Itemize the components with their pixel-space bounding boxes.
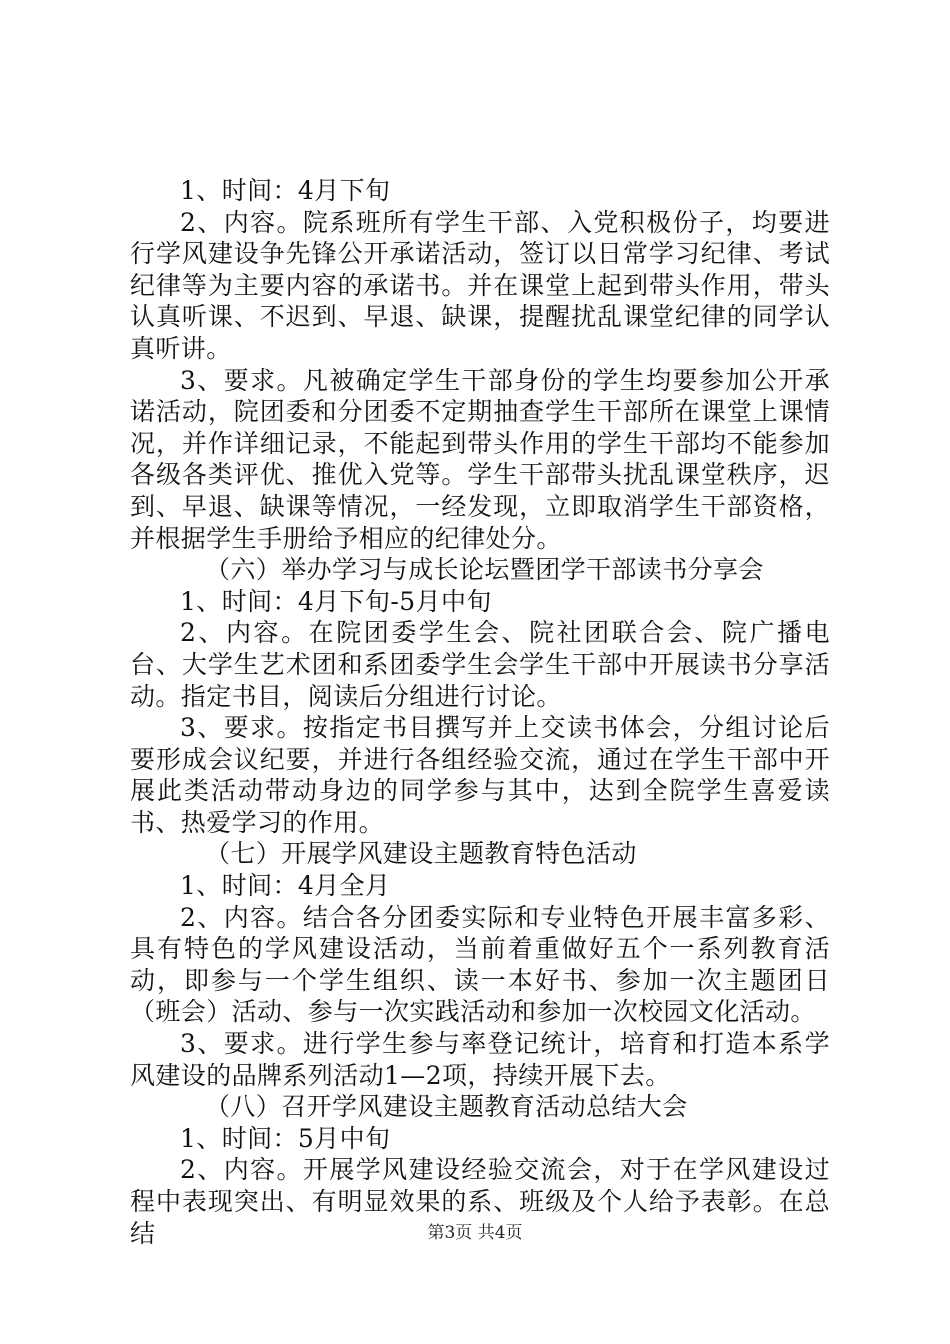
paragraph-item: 2、内容。院系班所有学生干部、入党积极份子，均要进行学风建设争先锋公开承诺活动，签订以日常学习纪律、考试纪律等为主要内容的承诺书。并在课堂上起到带头作用，带头认真听课、不迟到、早退、缺课，提醒扰乱课堂纪律的同学认真听讲。 xyxy=(130,207,830,363)
paragraph-item: 3、要求。进行学生参与率登记统计，培育和打造本系学风建设的品牌系列活动1—2项，持续开展下去。 xyxy=(130,1029,830,1090)
section-heading: （六）举办学习与成长论坛暨团学干部读书分享会 xyxy=(205,555,764,585)
paragraph-item: 2、内容。在院团委学生会、院社团联合会、院广播电台、大学生艺术团和系团委学生会学生干部中开展读书分享活动。指定书目，阅读后分组进行讨论。 xyxy=(130,618,830,711)
document-body xyxy=(130,175,830,1249)
paragraph-item: 1、时间：5月中旬 xyxy=(180,1123,391,1153)
paragraph-item: 1、时间：4月下旬 xyxy=(180,176,391,205)
paragraph-item: 1、时间：4月下旬-5月中旬 xyxy=(180,586,492,616)
paragraph-item: 1、时间：4月全月 xyxy=(180,871,391,901)
paragraph-item: 3、要求。按指定书目撰写并上交读书体会，分组讨论后要形成会议纪要，并进行各组经验交流，通过在学生干部中开展此类活动带动身边的同学参与其中，达到全院学生喜爱读书、热爱学习的作用。 xyxy=(130,713,830,837)
paragraph-item: 3、要求。凡被确定学生干部身份的学生均要参加公开承诺活动，院团委和分团委不定期抽查学生干部所在课堂上课情况，并作详细记录，不能起到带头作用的学生干部均不能参加各级各类评优、推优入党等。学生干部带头扰乱课堂秩序，迟到、早退、缺课等情况，一经发现，立即取消学生干部资格，并根据学生手册给予相应的纪律处分。 xyxy=(130,365,830,553)
section-heading: （八）召开学风建设主题教育活动总结大会 xyxy=(205,1092,688,1122)
paragraph-item: 2、内容。结合各分团委实际和专业特色开展丰富多彩、具有特色的学风建设活动，当前着重做好五个一系列教育活动，即参与一个学生组织、读一本好书、参加一次主题团日（班会）活动、参与一次实践活动和参加一次校园文化活动。 xyxy=(130,902,830,1027)
page-number-footer: 第3页 共4页 xyxy=(427,1223,523,1243)
paragraph-item: 2、内容。开展学风建设经验交流会，对于在学风建设过程中表现突出、有明显效果的系、班级及个人给予表彰。在总结 xyxy=(130,1155,830,1248)
section-heading: （七）开展学风建设主题教育特色活动 xyxy=(205,839,637,869)
